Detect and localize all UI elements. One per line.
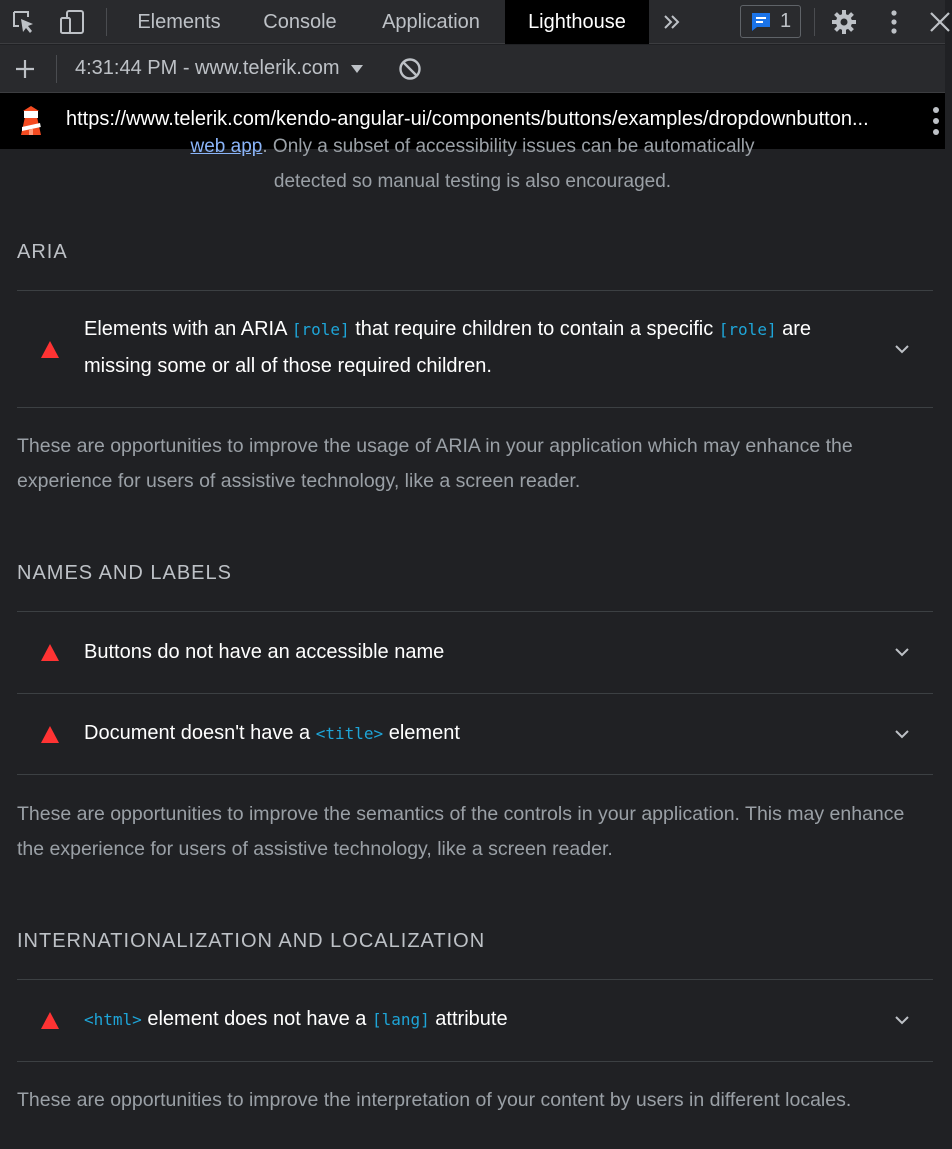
device-toolbar-icon[interactable] [56, 6, 88, 38]
group-title-i18n: INTERNATIONALIZATION AND LOCALIZATION [17, 930, 486, 952]
intro-line-1: web app. Only a subset of accessibility issues can be automatically [190, 136, 755, 157]
report-url[interactable]: https://www.telerik.com/kendo-angular-ui/components/buttons/examples/dropdownbutton... [66, 108, 869, 130]
fail-triangle-icon [41, 726, 59, 743]
chevron-down-icon [892, 1010, 912, 1030]
report-select-value: 4:31:44 PM - www.telerik.com [75, 57, 340, 79]
group-title-names-labels: NAMES AND LABELS [17, 562, 232, 584]
chevron-down-icon [892, 339, 912, 359]
tab-console[interactable]: Console [263, 10, 337, 33]
web-app-link[interactable]: web app [190, 136, 263, 157]
chevron-down-icon [892, 642, 912, 662]
tab-lighthouse[interactable]: Lighthouse [505, 0, 649, 44]
audit-title: Elements with an ARIA [role] that require children to contain a specific [role] are missing some or all of those required children. [84, 318, 812, 377]
new-report-plus-icon[interactable] [9, 53, 41, 85]
toolbar-divider [106, 8, 107, 36]
tab-application[interactable]: Application [382, 10, 480, 33]
audit-document-title[interactable] [17, 694, 933, 774]
message-icon [750, 11, 772, 33]
kebab-menu-icon[interactable] [878, 6, 910, 38]
more-tabs-chevron-icon[interactable] [656, 6, 688, 38]
group-description-i18n: These are opportunities to improve the interpretation of your content by users in different locales. [17, 1089, 852, 1111]
clear-all-block-icon[interactable] [394, 53, 426, 85]
audit-button-name[interactable] [17, 612, 933, 693]
lighthouse-toolbar [0, 45, 945, 93]
audit-title: Buttons do not have an accessible name [84, 641, 445, 663]
devtools-tab-bar [0, 0, 945, 44]
audit-title: Document doesn't have a <title> element [84, 722, 460, 744]
issues-count: 1 [779, 10, 792, 32]
divider [17, 407, 933, 408]
settings-gear-icon[interactable] [828, 6, 860, 38]
fail-triangle-icon [41, 1012, 59, 1029]
chevron-down-icon [892, 724, 912, 744]
close-devtools-icon[interactable] [926, 6, 945, 38]
group-description-names: These are opportunities to improve the semantics of the controls in your application. This may enhance the experience for users of assistive technology, like a screen reader. [17, 803, 905, 860]
inspect-element-icon[interactable] [8, 6, 40, 38]
report-select[interactable] [75, 57, 364, 80]
audit-aria-required-children[interactable] [17, 291, 933, 407]
intro-line-2: detected so manual testing is also encouraged. [273, 171, 672, 192]
group-description-aria: These are opportunities to improve the usage of ARIA in your application which may enhance the experience for users of assistive technology, like a screen reader. [17, 435, 853, 492]
tab-elements[interactable]: Elements [137, 10, 221, 33]
toolbar-divider [56, 55, 57, 83]
audit-html-has-lang[interactable] [17, 980, 933, 1061]
group-title-aria: ARIA [17, 241, 68, 263]
lighthouse-report [0, 136, 945, 1149]
issues-badge[interactable] [740, 5, 801, 38]
fail-triangle-icon [41, 644, 59, 661]
divider [17, 1061, 933, 1062]
fail-triangle-icon [41, 341, 59, 358]
dropdown-triangle-icon [350, 64, 364, 74]
toolbar-divider [814, 8, 815, 36]
divider [17, 774, 933, 775]
audit-title: <html> element does not have a [lang] attribute [84, 1008, 508, 1030]
